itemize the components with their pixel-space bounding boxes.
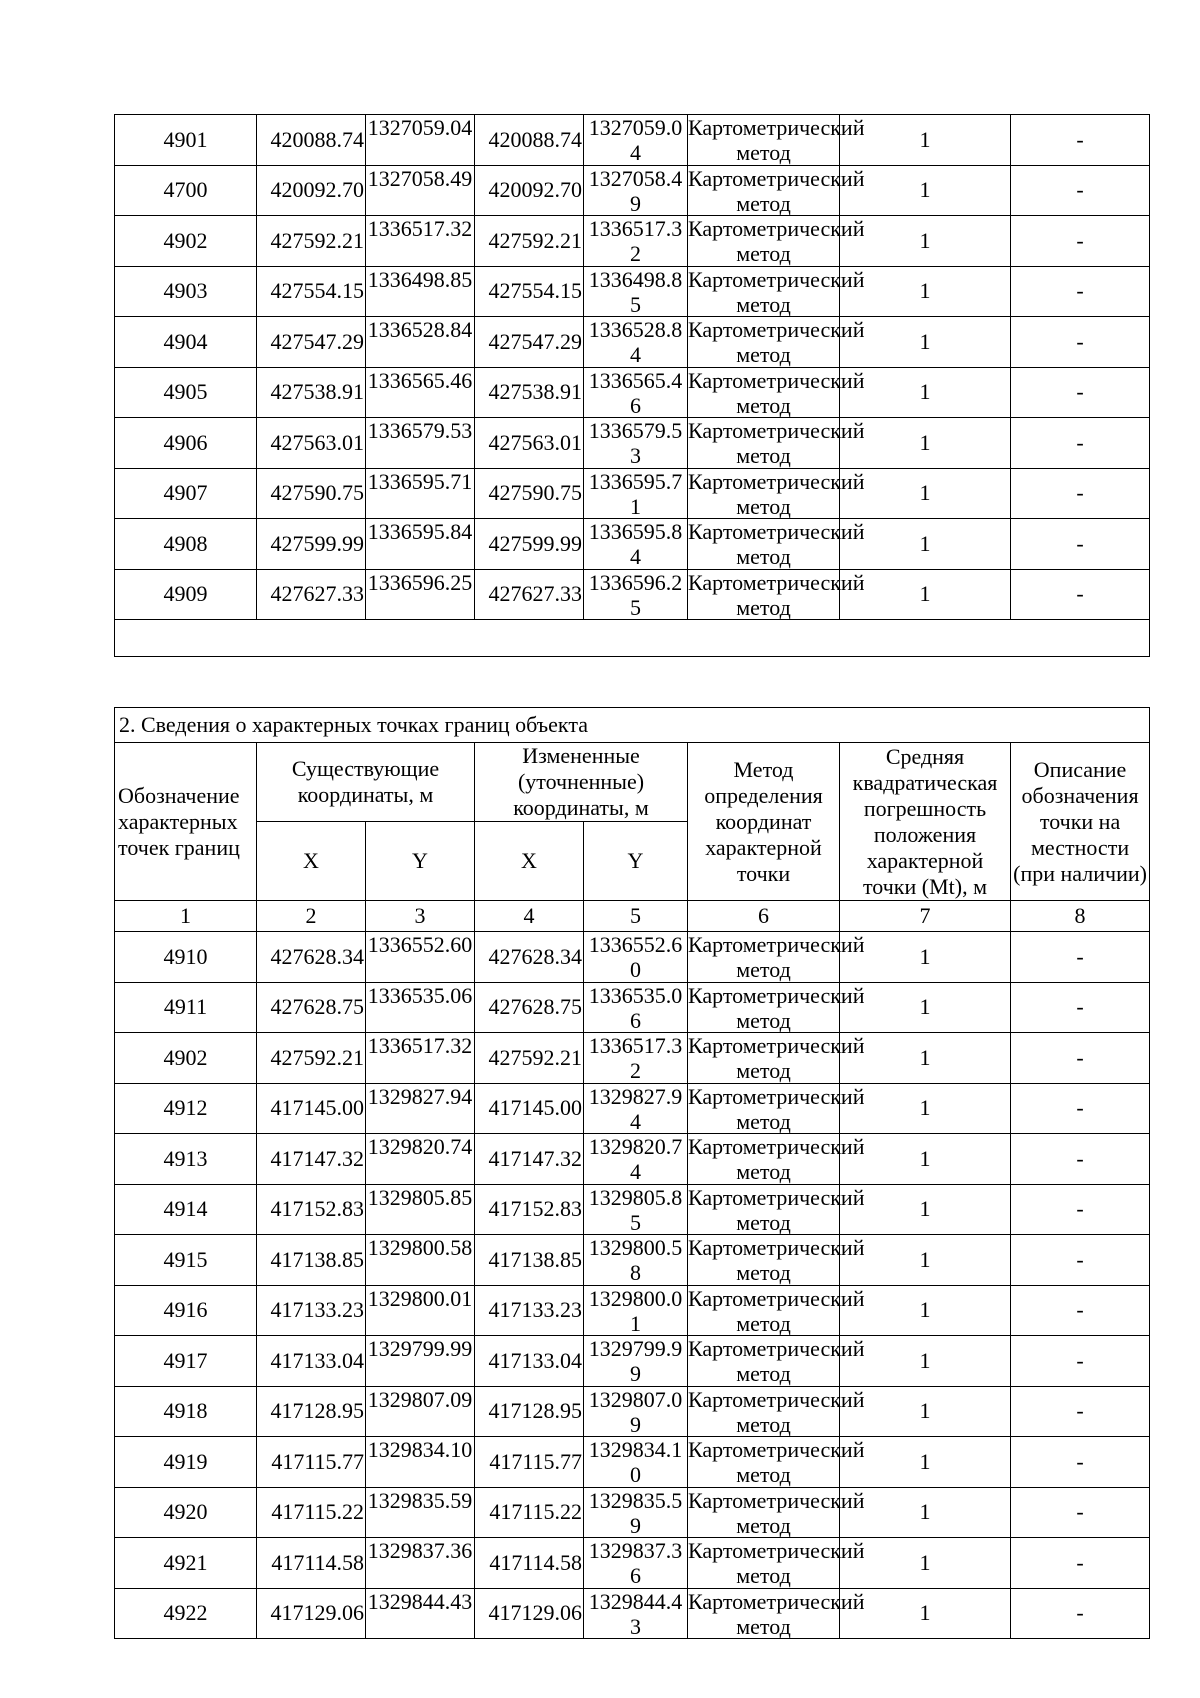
method: Картометрический метод (688, 1033, 865, 1084)
table-row (115, 266, 1150, 317)
description: - (1011, 1588, 1150, 1639)
header-changed-y: Y (584, 822, 688, 901)
point-id: 4910 (115, 932, 257, 983)
description: - (1011, 367, 1150, 418)
changed-y: 1329827.94 (584, 1083, 688, 1134)
changed-y: 1336517.32 (584, 1033, 688, 1084)
table-row (115, 1083, 1150, 1134)
mt-value: 1 (840, 1285, 1011, 1336)
changed-y: 1329805.85 (584, 1184, 688, 1235)
changed-y: 1329800.58 (584, 1235, 688, 1286)
changed-y: 1329800.01 (584, 1285, 688, 1336)
table-row (115, 1235, 1150, 1286)
description: - (1011, 468, 1150, 519)
description: - (1011, 1487, 1150, 1538)
method: Картометрический метод (688, 982, 865, 1033)
existing-y: 1329800.01 (366, 1285, 475, 1336)
header-existing-y: Y (366, 822, 475, 901)
existing-x: 427628.75 (257, 982, 366, 1033)
point-id: 4921 (115, 1538, 257, 1589)
point-id: 4913 (115, 1134, 257, 1185)
method: Картометрический метод (688, 1184, 865, 1235)
section-title-row (115, 708, 1150, 743)
changed-y: 1336498.85 (584, 266, 688, 317)
method: Картометрический метод (688, 418, 865, 469)
table-row (115, 115, 1150, 166)
existing-y: 1329834.10 (366, 1437, 475, 1488)
existing-y: 1327059.04 (366, 115, 475, 166)
point-id: 4901 (115, 115, 257, 166)
existing-x: 417114.58 (257, 1538, 366, 1589)
changed-x: 427628.34 (475, 932, 584, 983)
table-row (115, 1336, 1150, 1387)
point-id: 4903 (115, 266, 257, 317)
description: - (1011, 266, 1150, 317)
changed-y: 1336552.60 (584, 932, 688, 983)
existing-x: 417138.85 (257, 1235, 366, 1286)
table-row (115, 1538, 1150, 1589)
changed-x: 427627.33 (475, 569, 584, 620)
method: Картометрический метод (688, 932, 865, 983)
existing-x: 427592.21 (257, 1033, 366, 1084)
existing-x: 427592.21 (257, 216, 366, 267)
table-row (115, 1437, 1150, 1488)
header-existing-x: X (257, 822, 366, 901)
method: Картометрический метод (688, 519, 865, 570)
existing-y: 1329835.59 (366, 1487, 475, 1538)
table-row (115, 418, 1150, 469)
changed-x: 420088.74 (475, 115, 584, 166)
method: Картометрический метод (688, 1538, 865, 1589)
existing-y: 1329799.99 (366, 1336, 475, 1387)
mt-value: 1 (840, 266, 1011, 317)
table-row (115, 519, 1150, 570)
changed-y: 1329835.59 (584, 1487, 688, 1538)
table-row (115, 216, 1150, 267)
changed-y: 1336565.46 (584, 367, 688, 418)
existing-y: 1329820.74 (366, 1134, 475, 1185)
point-id: 4916 (115, 1285, 257, 1336)
changed-y: 1336517.32 (584, 216, 688, 267)
header-existing-coords: Существующие координаты, м (257, 743, 475, 822)
changed-y: 1329837.36 (584, 1538, 688, 1589)
changed-x: 417145.00 (475, 1083, 584, 1134)
existing-x: 417145.00 (257, 1083, 366, 1134)
mt-value: 1 (840, 418, 1011, 469)
method: Картометрический метод (688, 1083, 865, 1134)
existing-y: 1329844.43 (366, 1588, 475, 1639)
existing-y: 1329805.85 (366, 1184, 475, 1235)
mt-value: 1 (840, 569, 1011, 620)
method: Картометрический метод (688, 1235, 865, 1286)
existing-y: 1336498.85 (366, 266, 475, 317)
header-row-1 (115, 743, 1150, 822)
mt-value: 1 (840, 932, 1011, 983)
changed-x: 427554.15 (475, 266, 584, 317)
method: Картометрический метод (688, 367, 865, 418)
point-id: 4917 (115, 1336, 257, 1387)
mt-value: 1 (840, 1588, 1011, 1639)
existing-x: 417133.23 (257, 1285, 366, 1336)
method: Картометрический метод (688, 1285, 865, 1336)
column-number: 2 (257, 901, 366, 932)
point-id: 4915 (115, 1235, 257, 1286)
table-row (115, 932, 1150, 983)
mt-value: 1 (840, 216, 1011, 267)
existing-x: 417115.22 (257, 1487, 366, 1538)
changed-x: 417152.83 (475, 1184, 584, 1235)
description: - (1011, 1033, 1150, 1084)
changed-x: 417133.04 (475, 1336, 584, 1387)
method: Картометрический метод (688, 1588, 865, 1639)
table-2-body (115, 932, 1150, 1639)
changed-x: 417147.32 (475, 1134, 584, 1185)
column-number: 4 (475, 901, 584, 932)
table-row (115, 1588, 1150, 1639)
existing-y: 1336552.60 (366, 932, 475, 983)
point-id: 4700 (115, 165, 257, 216)
description: - (1011, 1437, 1150, 1488)
mt-value: 1 (840, 1437, 1011, 1488)
existing-y: 1329827.94 (366, 1083, 475, 1134)
existing-x: 427590.75 (257, 468, 366, 519)
header-changed-x: X (475, 822, 584, 901)
existing-x: 427547.29 (257, 317, 366, 368)
point-id: 4902 (115, 216, 257, 267)
description: - (1011, 519, 1150, 570)
changed-y: 1336595.84 (584, 519, 688, 570)
existing-x: 420088.74 (257, 115, 366, 166)
mt-value: 1 (840, 1235, 1011, 1286)
existing-y: 1329837.36 (366, 1538, 475, 1589)
description: - (1011, 1538, 1150, 1589)
method: Картометрический метод (688, 165, 865, 216)
header-method: Метод определения координат характерной точки (688, 743, 840, 901)
description: - (1011, 317, 1150, 368)
method: Картометрический метод (688, 266, 865, 317)
mt-value: 1 (840, 1033, 1011, 1084)
column-number-row (115, 901, 1150, 932)
mt-value: 1 (840, 982, 1011, 1033)
column-number: 3 (366, 901, 475, 932)
existing-y: 1336565.46 (366, 367, 475, 418)
mt-value: 1 (840, 1487, 1011, 1538)
table-row (115, 1386, 1150, 1437)
existing-x: 420092.70 (257, 165, 366, 216)
point-id: 4907 (115, 468, 257, 519)
existing-x: 417152.83 (257, 1184, 366, 1235)
table-row (115, 165, 1150, 216)
header-changed-coords: Измененные (уточненные) координаты, м (475, 743, 688, 822)
changed-x: 420092.70 (475, 165, 584, 216)
point-id: 4904 (115, 317, 257, 368)
description: - (1011, 1184, 1150, 1235)
mt-value: 1 (840, 519, 1011, 570)
existing-y: 1329800.58 (366, 1235, 475, 1286)
method: Картометрический метод (688, 1134, 865, 1185)
point-id: 4920 (115, 1487, 257, 1538)
existing-y: 1336595.71 (366, 468, 475, 519)
existing-y: 1336579.53 (366, 418, 475, 469)
existing-x: 427599.99 (257, 519, 366, 570)
description: - (1011, 1386, 1150, 1437)
existing-y: 1327058.49 (366, 165, 475, 216)
existing-x: 427538.91 (257, 367, 366, 418)
point-id: 4909 (115, 569, 257, 620)
boundary-points-table-continued (114, 114, 1150, 657)
existing-y: 1336528.84 (366, 317, 475, 368)
existing-x: 417129.06 (257, 1588, 366, 1639)
table-row (115, 468, 1150, 519)
changed-x: 417128.95 (475, 1386, 584, 1437)
point-id: 4905 (115, 367, 257, 418)
point-id: 4908 (115, 519, 257, 570)
boundary-points-table (114, 707, 1150, 1639)
column-number: 6 (688, 901, 840, 932)
table-row (115, 1285, 1150, 1336)
existing-y: 1336517.32 (366, 1033, 475, 1084)
existing-y: 1336535.06 (366, 982, 475, 1033)
method: Картометрический метод (688, 468, 865, 519)
table-row (115, 317, 1150, 368)
changed-x: 417115.22 (475, 1487, 584, 1538)
section-title: 2. Сведения о характерных точках границ объекта (115, 708, 1150, 743)
changed-x: 427538.91 (475, 367, 584, 418)
point-id: 4902 (115, 1033, 257, 1084)
mt-value: 1 (840, 1336, 1011, 1387)
method: Картометрический метод (688, 569, 865, 620)
point-id: 4911 (115, 982, 257, 1033)
changed-x: 417133.23 (475, 1285, 584, 1336)
method: Картометрический метод (688, 1336, 865, 1387)
table-row (115, 1134, 1150, 1185)
changed-y: 1329807.09 (584, 1386, 688, 1437)
table-row (115, 982, 1150, 1033)
table-row (115, 569, 1150, 620)
changed-x: 417138.85 (475, 1235, 584, 1286)
changed-y: 1336528.84 (584, 317, 688, 368)
mt-value: 1 (840, 1134, 1011, 1185)
column-number: 1 (115, 901, 257, 932)
mt-value: 1 (840, 468, 1011, 519)
existing-x: 417133.04 (257, 1336, 366, 1387)
mt-value: 1 (840, 1184, 1011, 1235)
mt-value: 1 (840, 317, 1011, 368)
method: Картометрический метод (688, 115, 865, 166)
column-number: 7 (840, 901, 1011, 932)
changed-y: 1329799.99 (584, 1336, 688, 1387)
existing-y: 1336596.25 (366, 569, 475, 620)
existing-y: 1329807.09 (366, 1386, 475, 1437)
changed-y: 1327058.49 (584, 165, 688, 216)
changed-y: 1329844.43 (584, 1588, 688, 1639)
point-id: 4906 (115, 418, 257, 469)
changed-y: 1336579.53 (584, 418, 688, 469)
method: Картометрический метод (688, 216, 865, 267)
changed-x: 427563.01 (475, 418, 584, 469)
mt-value: 1 (840, 367, 1011, 418)
header-mt: Средняя квадратическая погрешность положения характерной точки (Mt), м (840, 743, 1011, 901)
description: - (1011, 1134, 1150, 1185)
header-description: Описание обозначения точки на местности (при наличии) (1011, 743, 1150, 901)
point-id: 4919 (115, 1437, 257, 1488)
changed-x: 427592.21 (475, 216, 584, 267)
column-number: 8 (1011, 901, 1150, 932)
mt-value: 1 (840, 1538, 1011, 1589)
description: - (1011, 1083, 1150, 1134)
method: Картометрический метод (688, 317, 865, 368)
method: Картометрический метод (688, 1437, 865, 1488)
mt-value: 1 (840, 1083, 1011, 1134)
column-number: 5 (584, 901, 688, 932)
existing-x: 427627.33 (257, 569, 366, 620)
existing-x: 427563.01 (257, 418, 366, 469)
description: - (1011, 165, 1150, 216)
mt-value: 1 (840, 115, 1011, 166)
header-point-designation: Обозначение характерных точек границ (115, 743, 257, 901)
description: - (1011, 982, 1150, 1033)
existing-x: 417128.95 (257, 1386, 366, 1437)
description: - (1011, 115, 1150, 166)
existing-x: 427628.34 (257, 932, 366, 983)
table-row (115, 1487, 1150, 1538)
changed-x: 427547.29 (475, 317, 584, 368)
method: Картометрический метод (688, 1386, 865, 1437)
existing-y: 1336595.84 (366, 519, 475, 570)
table-row (115, 1184, 1150, 1235)
existing-x: 427554.15 (257, 266, 366, 317)
changed-x: 427592.21 (475, 1033, 584, 1084)
changed-y: 1336535.06 (584, 982, 688, 1033)
point-id: 4918 (115, 1386, 257, 1437)
point-id: 4922 (115, 1588, 257, 1639)
changed-x: 427590.75 (475, 468, 584, 519)
point-id: 4912 (115, 1083, 257, 1134)
mt-value: 1 (840, 1386, 1011, 1437)
changed-y: 1336595.71 (584, 468, 688, 519)
changed-x: 417114.58 (475, 1538, 584, 1589)
method: Картометрический метод (688, 1487, 865, 1538)
description: - (1011, 216, 1150, 267)
description: - (1011, 418, 1150, 469)
description: - (1011, 1285, 1150, 1336)
changed-y: 1329820.74 (584, 1134, 688, 1185)
changed-y: 1336596.25 (584, 569, 688, 620)
mt-value: 1 (840, 165, 1011, 216)
changed-x: 417115.77 (475, 1437, 584, 1488)
changed-y: 1327059.04 (584, 115, 688, 166)
description: - (1011, 1235, 1150, 1286)
changed-x: 427599.99 (475, 519, 584, 570)
description: - (1011, 569, 1150, 620)
description: - (1011, 932, 1150, 983)
changed-x: 427628.75 (475, 982, 584, 1033)
description: - (1011, 1336, 1150, 1387)
changed-y: 1329834.10 (584, 1437, 688, 1488)
table-row (115, 367, 1150, 418)
table-row (115, 1033, 1150, 1084)
existing-x: 417147.32 (257, 1134, 366, 1185)
empty-row (115, 620, 1150, 657)
table-1-body (115, 115, 1150, 620)
changed-x: 417129.06 (475, 1588, 584, 1639)
existing-y: 1336517.32 (366, 216, 475, 267)
point-id: 4914 (115, 1184, 257, 1235)
existing-x: 417115.77 (257, 1437, 366, 1488)
